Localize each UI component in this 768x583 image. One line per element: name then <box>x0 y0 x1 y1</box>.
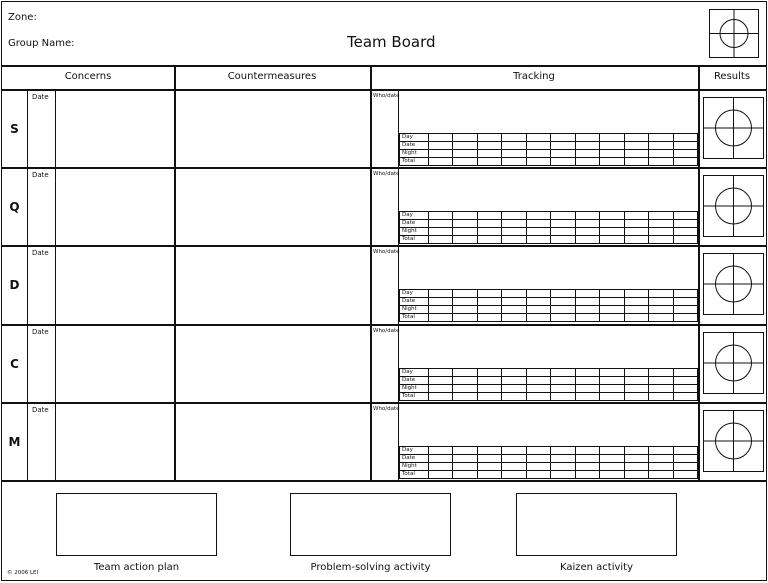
tracking-label: Night <box>400 306 429 314</box>
tracking-cell <box>477 462 501 470</box>
tracking-cell <box>600 384 624 392</box>
tracking-cell <box>551 142 575 150</box>
tracking-cell <box>526 384 550 392</box>
tracking-cell <box>575 158 599 166</box>
tracking-cell <box>429 368 453 376</box>
tracking-cell <box>502 384 526 392</box>
tracking-cell <box>673 384 697 392</box>
tracking-label: Night <box>400 462 429 470</box>
tracking-cell <box>673 142 697 150</box>
tracking-cell <box>551 376 575 384</box>
col-results: Results <box>713 71 751 82</box>
tracking-cell <box>649 158 673 166</box>
tracking-cell <box>453 314 477 322</box>
results-target-icon <box>703 253 764 315</box>
tracking-cell <box>649 298 673 306</box>
row-who-date-label: Who/date <box>373 249 400 256</box>
tracking-label: Day <box>400 290 429 298</box>
tracking-cell <box>526 368 550 376</box>
tracking-cell <box>477 314 501 322</box>
tracking-cell <box>477 158 501 166</box>
tracking-cell <box>575 384 599 392</box>
tracking-cell <box>600 220 624 228</box>
tracking-cell <box>600 454 624 462</box>
bottom-section-divider <box>2 480 766 482</box>
tracking-cell <box>453 454 477 462</box>
tracking-cell <box>649 314 673 322</box>
tracking-cell <box>429 470 453 478</box>
tracking-cell <box>429 220 453 228</box>
row-divider <box>2 245 766 247</box>
tracking-cell <box>575 306 599 314</box>
team-action-plan-box <box>56 493 217 556</box>
divider-concerns <box>174 65 176 480</box>
tracking-cell <box>551 392 575 400</box>
tracking-cell <box>453 150 477 158</box>
tracking-cell <box>453 306 477 314</box>
tracking-cell <box>673 392 697 400</box>
tracking-cell <box>477 236 501 244</box>
tracking-cell <box>453 158 477 166</box>
tracking-cell <box>600 228 624 236</box>
tracking-cell <box>526 220 550 228</box>
tracking-cell <box>453 212 477 220</box>
tracking-cell <box>600 392 624 400</box>
tracking-cell <box>453 134 477 142</box>
tracking-cell <box>429 298 453 306</box>
tracking-cell <box>575 150 599 158</box>
tracking-cell <box>673 376 697 384</box>
tracking-cell <box>624 142 648 150</box>
tracking-cell <box>673 220 697 228</box>
tracking-cell <box>477 150 501 158</box>
tracking-cell <box>575 392 599 400</box>
tracking-cell <box>673 306 697 314</box>
tracking-cell <box>526 134 550 142</box>
tracking-cell <box>551 228 575 236</box>
tracking-cell <box>600 158 624 166</box>
tracking-cell <box>502 134 526 142</box>
tracking-cell <box>477 454 501 462</box>
tracking-cell <box>600 368 624 376</box>
tracking-grid <box>399 133 698 166</box>
tracking-cell <box>551 454 575 462</box>
tracking-cell <box>624 376 648 384</box>
col-countermeasures: Countermeasures <box>227 71 317 82</box>
tracking-label: Date <box>400 220 429 228</box>
tracking-cell <box>526 290 550 298</box>
tracking-cell <box>526 158 550 166</box>
tracking-cell <box>551 158 575 166</box>
tracking-cell <box>551 298 575 306</box>
tracking-cell <box>453 290 477 298</box>
tracking-cell <box>526 454 550 462</box>
divider-countermeasures <box>370 65 372 480</box>
tracking-cell <box>624 158 648 166</box>
tracking-cell <box>453 142 477 150</box>
tracking-cell <box>526 228 550 236</box>
tracking-cell <box>551 290 575 298</box>
tracking-cell <box>575 376 599 384</box>
tracking-grid <box>399 211 698 244</box>
row-date-label: Date <box>32 171 49 180</box>
tracking-cell <box>673 158 697 166</box>
tracking-cell <box>575 228 599 236</box>
row-who-date-label: Who/date <box>373 327 400 334</box>
tracking-cell <box>526 392 550 400</box>
row-letter: Q <box>9 200 20 215</box>
tracking-cell <box>649 470 673 478</box>
tracking-cell <box>673 228 697 236</box>
row-date-label: Date <box>32 249 49 258</box>
tracking-cell <box>600 314 624 322</box>
tracking-cell <box>502 212 526 220</box>
row-date-label: Date <box>32 405 49 414</box>
tracking-cell <box>551 236 575 244</box>
tracking-cell <box>429 306 453 314</box>
tracking-label: Date <box>400 298 429 306</box>
tracking-cell <box>600 236 624 244</box>
tracking-cell <box>600 150 624 158</box>
tracking-cell <box>649 384 673 392</box>
tracking-cell <box>453 384 477 392</box>
tracking-cell <box>551 462 575 470</box>
tracking-label: Night <box>400 228 429 236</box>
tracking-cell <box>502 454 526 462</box>
tracking-cell <box>600 470 624 478</box>
tracking-cell <box>649 306 673 314</box>
tracking-cell <box>649 376 673 384</box>
tracking-cell <box>502 470 526 478</box>
results-target-icon <box>703 332 764 394</box>
tracking-cell <box>551 220 575 228</box>
tracking-cell <box>453 446 477 454</box>
tracking-cell <box>673 446 697 454</box>
tracking-cell <box>429 142 453 150</box>
tracking-cell <box>624 470 648 478</box>
problem-solving-label: Problem-solving activity <box>310 562 431 573</box>
kaizen-box <box>516 493 677 556</box>
tracking-cell <box>453 368 477 376</box>
tracking-cell <box>453 220 477 228</box>
tracking-cell <box>624 134 648 142</box>
tracking-cell <box>673 150 697 158</box>
tracking-cell <box>477 298 501 306</box>
divider-tracking <box>698 65 700 480</box>
tracking-cell <box>575 470 599 478</box>
tracking-cell <box>502 228 526 236</box>
tracking-cell <box>649 220 673 228</box>
results-target-icon <box>703 97 764 159</box>
tracking-cell <box>429 446 453 454</box>
tracking-cell <box>429 454 453 462</box>
row-who-date-label: Who/date <box>373 405 400 412</box>
tracking-cell <box>526 314 550 322</box>
tracking-cell <box>649 150 673 158</box>
tracking-cell <box>502 290 526 298</box>
tracking-cell <box>624 228 648 236</box>
tracking-cell <box>673 314 697 322</box>
tracking-cell <box>429 228 453 236</box>
tracking-cell <box>624 384 648 392</box>
col-tracking: Tracking <box>513 71 555 82</box>
tracking-cell <box>429 392 453 400</box>
tracking-cell <box>526 298 550 306</box>
kaizen-label: Kaizen activity <box>559 562 634 573</box>
column-header-divider <box>2 89 766 91</box>
tracking-label: Total <box>400 158 429 166</box>
row-letter: M <box>8 434 21 449</box>
tracking-cell <box>673 236 697 244</box>
tracking-cell <box>673 298 697 306</box>
tracking-label: Date <box>400 454 429 462</box>
tracking-cell <box>551 446 575 454</box>
tracking-cell <box>526 470 550 478</box>
tracking-cell <box>600 446 624 454</box>
tracking-cell <box>502 306 526 314</box>
tracking-cell <box>477 470 501 478</box>
tracking-cell <box>624 454 648 462</box>
tracking-cell <box>624 220 648 228</box>
tracking-cell <box>477 384 501 392</box>
tracking-cell <box>624 290 648 298</box>
row-letter: D <box>9 278 20 293</box>
tracking-cell <box>453 470 477 478</box>
tracking-cell <box>502 314 526 322</box>
tracking-cell <box>551 384 575 392</box>
tracking-label: Total <box>400 236 429 244</box>
tracking-cell <box>673 212 697 220</box>
tracking-grid <box>399 289 698 322</box>
tracking-cell <box>551 314 575 322</box>
tracking-cell <box>575 454 599 462</box>
tracking-cell <box>502 236 526 244</box>
tracking-cell <box>453 298 477 306</box>
tracking-cell <box>526 306 550 314</box>
tracking-cell <box>551 134 575 142</box>
copyright: © 2006 LEI <box>7 570 39 576</box>
tracking-cell <box>624 314 648 322</box>
tracking-cell <box>526 236 550 244</box>
tracking-cell <box>673 470 697 478</box>
tracking-cell <box>649 212 673 220</box>
tracking-cell <box>649 454 673 462</box>
tracking-cell <box>575 134 599 142</box>
row-divider <box>2 167 766 169</box>
divider-date <box>55 89 56 480</box>
col-concerns: Concerns <box>64 71 112 82</box>
tracking-cell <box>649 392 673 400</box>
tracking-cell <box>600 376 624 384</box>
tracking-cell <box>477 212 501 220</box>
tracking-cell <box>502 158 526 166</box>
tracking-cell <box>673 454 697 462</box>
tracking-cell <box>477 134 501 142</box>
tracking-cell <box>502 392 526 400</box>
tracking-cell <box>649 290 673 298</box>
tracking-label: Night <box>400 150 429 158</box>
tracking-cell <box>575 298 599 306</box>
tracking-cell <box>600 134 624 142</box>
tracking-cell <box>429 150 453 158</box>
tracking-cell <box>477 368 501 376</box>
tracking-cell <box>575 446 599 454</box>
tracking-cell <box>649 368 673 376</box>
tracking-cell <box>575 236 599 244</box>
tracking-cell <box>502 376 526 384</box>
tracking-cell <box>551 368 575 376</box>
tracking-cell <box>600 290 624 298</box>
tracking-cell <box>453 376 477 384</box>
tracking-label: Total <box>400 314 429 322</box>
header-target-icon <box>709 9 759 58</box>
tracking-cell <box>477 446 501 454</box>
tracking-cell <box>429 236 453 244</box>
tracking-cell <box>624 212 648 220</box>
tracking-cell <box>624 446 648 454</box>
tracking-cell <box>575 142 599 150</box>
zone-label: Zone: <box>8 12 37 23</box>
tracking-label: Day <box>400 446 429 454</box>
tracking-cell <box>477 220 501 228</box>
tracking-cell <box>624 392 648 400</box>
tracking-cell <box>551 212 575 220</box>
tracking-cell <box>502 150 526 158</box>
tracking-cell <box>502 368 526 376</box>
row-letter: S <box>10 122 19 136</box>
tracking-cell <box>575 212 599 220</box>
tracking-cell <box>477 376 501 384</box>
tracking-label: Night <box>400 384 429 392</box>
tracking-cell <box>624 306 648 314</box>
tracking-label: Total <box>400 470 429 478</box>
tracking-label: Total <box>400 392 429 400</box>
tracking-cell <box>649 228 673 236</box>
tracking-cell <box>477 142 501 150</box>
row-date-label: Date <box>32 327 49 336</box>
tracking-cell <box>673 134 697 142</box>
row-date-label: Date <box>32 93 49 101</box>
tracking-cell <box>453 392 477 400</box>
tracking-cell <box>429 212 453 220</box>
tracking-cell <box>624 150 648 158</box>
tracking-cell <box>526 462 550 470</box>
tracking-cell <box>526 446 550 454</box>
tracking-cell <box>600 142 624 150</box>
tracking-grid <box>399 446 698 479</box>
tracking-cell <box>673 368 697 376</box>
tracking-label: Day <box>400 134 429 142</box>
tracking-cell <box>600 212 624 220</box>
tracking-cell <box>600 298 624 306</box>
problem-solving-box <box>290 493 451 556</box>
tracking-label: Day <box>400 212 429 220</box>
tracking-cell <box>502 462 526 470</box>
tracking-cell <box>502 220 526 228</box>
tracking-cell <box>477 392 501 400</box>
tracking-cell <box>526 212 550 220</box>
tracking-cell <box>502 142 526 150</box>
tracking-cell <box>575 290 599 298</box>
tracking-cell <box>453 462 477 470</box>
tracking-cell <box>551 306 575 314</box>
tracking-cell <box>477 228 501 236</box>
tracking-cell <box>649 142 673 150</box>
tracking-cell <box>526 376 550 384</box>
tracking-cell <box>551 470 575 478</box>
tracking-cell <box>429 462 453 470</box>
row-divider <box>2 402 766 404</box>
tracking-cell <box>575 368 599 376</box>
header-divider <box>2 65 766 67</box>
tracking-cell <box>502 446 526 454</box>
tracking-label: Day <box>400 368 429 376</box>
tracking-cell <box>649 462 673 470</box>
tracking-cell <box>600 462 624 470</box>
tracking-cell <box>551 150 575 158</box>
tracking-cell <box>526 150 550 158</box>
tracking-cell <box>649 236 673 244</box>
row-divider <box>2 324 766 326</box>
tracking-cell <box>673 462 697 470</box>
tracking-label: Date <box>400 142 429 150</box>
tracking-cell <box>673 290 697 298</box>
tracking-cell <box>575 462 599 470</box>
tracking-cell <box>429 290 453 298</box>
row-who-date-label: Who/date <box>373 93 400 99</box>
tracking-cell <box>477 290 501 298</box>
tracking-cell <box>429 376 453 384</box>
tracking-cell <box>649 446 673 454</box>
tracking-cell <box>477 306 501 314</box>
team-board <box>1 1 767 581</box>
tracking-cell <box>624 298 648 306</box>
row-letter: C <box>10 356 19 371</box>
tracking-cell <box>429 158 453 166</box>
tracking-cell <box>624 462 648 470</box>
tracking-cell <box>453 228 477 236</box>
tracking-cell <box>429 134 453 142</box>
team-action-plan-label: Team action plan <box>93 562 180 573</box>
tracking-cell <box>429 384 453 392</box>
tracking-cell <box>649 134 673 142</box>
group-name-label: Group Name: <box>8 38 75 49</box>
tracking-grid <box>399 368 698 401</box>
results-target-icon <box>703 410 764 472</box>
tracking-label: Date <box>400 376 429 384</box>
tracking-cell <box>453 236 477 244</box>
divider-letter <box>27 89 28 480</box>
tracking-cell <box>526 142 550 150</box>
tracking-cell <box>429 314 453 322</box>
tracking-cell <box>624 236 648 244</box>
tracking-cell <box>575 220 599 228</box>
results-target-icon <box>703 175 764 237</box>
page-title: Team Board <box>347 33 436 51</box>
tracking-cell <box>502 298 526 306</box>
tracking-cell <box>600 306 624 314</box>
tracking-cell <box>575 314 599 322</box>
row-who-date-label: Who/date <box>373 171 400 178</box>
tracking-cell <box>624 368 648 376</box>
